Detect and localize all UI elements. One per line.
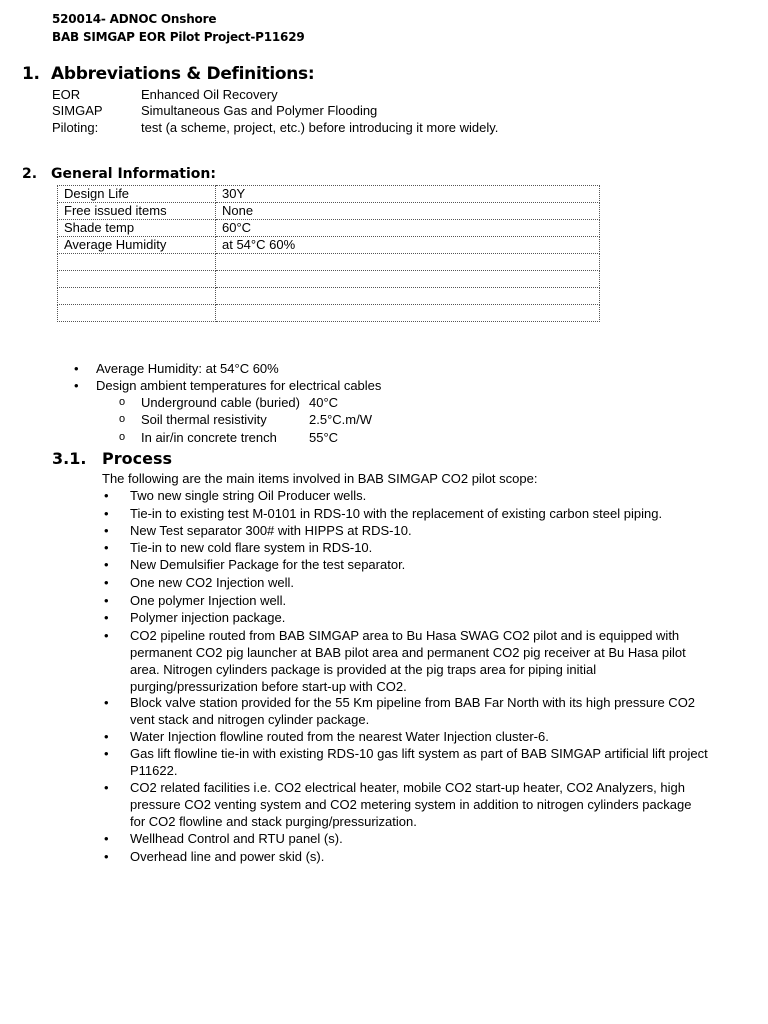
list-item-text: Polymer injection package. [130, 610, 286, 625]
bullet-icon: • [104, 695, 109, 710]
circle-bullet-icon: o [119, 413, 126, 425]
list-item-text: Block valve station provided for the 55 Km pipeline from BAB Far North with its high pressure CO2 vent stack and nitrogen cylinder package. [130, 695, 696, 727]
table-row [58, 237, 600, 254]
section-2-heading [22, 166, 216, 182]
list-item-text: Overhead line and power skid (s). [130, 849, 325, 864]
bullet-icon: • [104, 729, 109, 744]
list-item [104, 574, 710, 591]
list-item [104, 505, 710, 522]
table-row [58, 254, 600, 271]
list-item-text: Tie-in to new cold flare system in RDS-10. [130, 540, 373, 555]
list-item [104, 592, 710, 609]
table-row [58, 186, 600, 203]
list-item-text: One polymer Injection well. [130, 593, 287, 608]
section-1-title: Abbreviations & Definitions: [51, 64, 315, 84]
table-cell: 60°C [216, 220, 600, 237]
table-cell: at 54°C 60% [216, 237, 600, 254]
table-row [58, 271, 600, 288]
section-1-number: 1. [22, 64, 40, 84]
list-item-text: Average Humidity: at 54°C 60% [96, 361, 279, 376]
circle-bullet-icon: o [119, 431, 126, 443]
list-item-text: New Test separator 300# with HIPPS at RDS-10. [130, 523, 412, 538]
list-item [74, 377, 382, 394]
sub-list-item [119, 429, 339, 446]
abbreviation-definition: Simultaneous Gas and Polymer Flooding [141, 103, 378, 118]
table-cell: None [216, 203, 600, 220]
abbreviation-definition: test (a scheme, project, etc.) before introducing it more widely. [141, 120, 499, 135]
abbreviation-definition: Enhanced Oil Recovery [141, 87, 278, 102]
list-item-text: One new CO2 Injection well. [130, 575, 295, 590]
list-item [74, 360, 279, 377]
table-row [58, 288, 600, 305]
bullet-icon: • [104, 849, 109, 864]
list-item [104, 728, 710, 745]
sub-item-value: 40°C [309, 395, 339, 410]
bullet-icon: • [104, 831, 109, 846]
sub-item-value: 2.5°C.m/W [309, 412, 372, 427]
table-cell: 30Y [216, 186, 600, 203]
abbreviation-term: EOR [52, 87, 81, 102]
process-intro: The following are the main items involved in BAB SIMGAP CO2 pilot scope: [102, 471, 538, 486]
bullet-icon: • [104, 540, 109, 555]
section-3-1-title: Process [102, 449, 172, 468]
bullet-icon: • [104, 593, 109, 608]
list-item-text: CO2 related facilities i.e. CO2 electrical heater, mobile CO2 start-up heater, CO2 Analyzers, high pressure CO2 venting system and CO2 metering system in addition to nitrogen cylinders package for CO2 flowline and stack purging/pressurization. [130, 780, 692, 829]
table-cell: Average Humidity [58, 237, 216, 254]
bullet-icon: • [104, 488, 109, 503]
general-information-table [57, 185, 600, 322]
list-item [104, 694, 710, 728]
bullet-icon: • [104, 746, 109, 761]
table-row [58, 203, 600, 220]
bullet-icon: • [74, 378, 79, 393]
sub-list-item [119, 394, 339, 411]
abbreviation-term: SIMGAP [52, 103, 103, 118]
section-1-heading [22, 64, 314, 84]
circle-bullet-icon: o [119, 396, 126, 408]
list-item [104, 487, 710, 504]
table-cell [58, 305, 216, 322]
list-item [104, 609, 710, 626]
bullet-icon: • [104, 523, 109, 538]
list-item [104, 830, 710, 847]
list-item [104, 522, 710, 539]
list-item-text: Tie-in to existing test M-0101 in RDS-10 with the replacement of existing carbon steel piping. [130, 506, 663, 521]
list-item-text: Gas lift flowline tie-in with existing RDS-10 gas lift system as part of BAB SIMGAP artificial lift project P11622. [130, 746, 708, 778]
table-cell: Shade temp [58, 220, 216, 237]
table-cell [216, 271, 600, 288]
sub-item-label: In air/in concrete trench [141, 430, 277, 445]
list-item [104, 627, 710, 695]
bullet-icon: • [104, 575, 109, 590]
table-cell [216, 305, 600, 322]
bullet-icon: • [104, 628, 109, 643]
list-item-text: CO2 pipeline routed from BAB SIMGAP area to Bu Hasa SWAG CO2 pilot and is equipped with permanent CO2 pig launcher at BAB pilot area and permanent CO2 pig receiver at Bu Hasa pilot area. Nitrogen cylinders package is provided at the pig traps area for piping initial purging/pressurization before start-up with CO2. [130, 628, 686, 694]
section-3-1-number: 3.1. [52, 449, 87, 468]
bullet-icon: • [104, 506, 109, 521]
table-cell [58, 288, 216, 305]
table-cell [216, 254, 600, 271]
sub-item-label: Underground cable (buried) [141, 395, 300, 410]
table-cell: Design Life [58, 186, 216, 203]
sub-item-value: 55°C [309, 430, 339, 445]
abbreviation-term: Piloting: [52, 120, 99, 135]
list-item-text: Water Injection flowline routed from the nearest Water Injection cluster-6. [130, 729, 549, 744]
table-row [58, 305, 600, 322]
bullet-icon: • [104, 557, 109, 572]
list-item [104, 556, 710, 573]
table-cell: Free issued items [58, 203, 216, 220]
header-line-2: BAB SIMGAP EOR Pilot Project-P11629 [52, 30, 305, 44]
list-item [104, 539, 710, 556]
table-cell [216, 288, 600, 305]
bullet-icon: • [104, 780, 109, 795]
table-cell [58, 254, 216, 271]
list-item-text: New Demulsifier Package for the test separator. [130, 557, 406, 572]
list-item-text: Two new single string Oil Producer wells. [130, 488, 367, 503]
bullet-icon: • [104, 610, 109, 625]
sub-item-label: Soil thermal resistivity [141, 412, 267, 427]
list-item [104, 779, 710, 830]
list-item-text: Design ambient temperatures for electrical cables [96, 378, 382, 393]
table-row [58, 220, 600, 237]
header-line-1: 520014- ADNOC Onshore [52, 12, 217, 26]
list-item [104, 745, 710, 779]
section-2-title: General Information: [51, 166, 216, 182]
table-cell [58, 271, 216, 288]
list-item [104, 848, 710, 865]
bullet-icon: • [74, 361, 79, 376]
section-2-number: 2. [22, 166, 38, 182]
list-item-text: Wellhead Control and RTU panel (s). [130, 831, 343, 846]
section-3-1-heading [52, 449, 172, 468]
sub-list-item [119, 411, 372, 428]
